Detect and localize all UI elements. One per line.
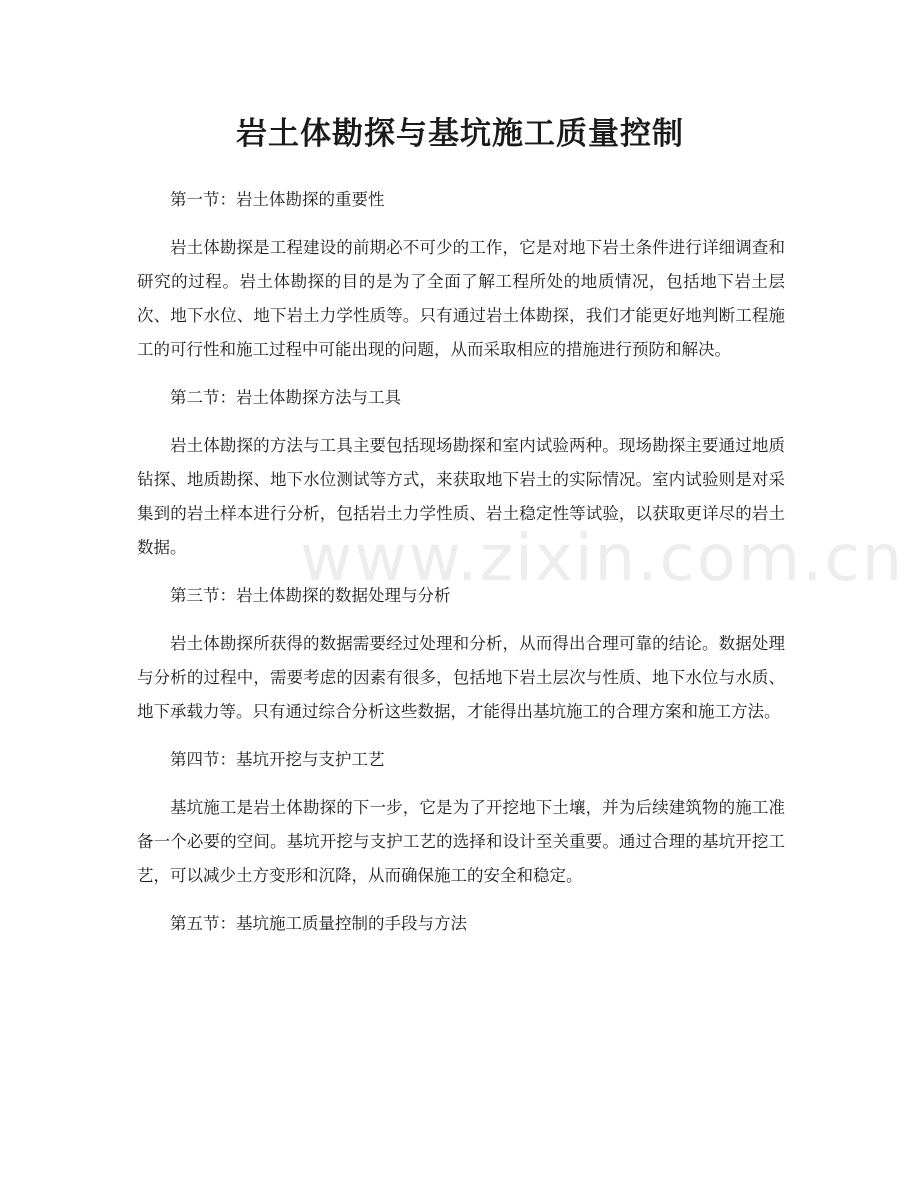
document-title: 岩土体勘探与基坑施工质量控制 [236,116,684,152]
section-paragraph-3: 岩土体勘探所获得的数据需要经过处理和分析，从而得出合理可靠的结论。数据处理与分析的过程中，需要考虑的因素有很多，包括地下岩土层次与性质、地下水位与水质、地下承载力等。只有通过综合分析这些数据，才能得出基坑施工的合理方案和施工方法。 [137,634,785,721]
section-paragraph-2: 岩土体勘探的方法与工具主要包括现场勘探和室内试验两种。现场勘探主要通过地质钻探、地质勘探、地下水位测试等方式，来获取地下岩土的实际情况。室内试验则是对采集到的岩土样本进行分析，包括岩土力学性质、岩土稳定性等试验，以获取更详尽的岩土数据。 [137,436,785,557]
section-heading-1: 第一节：岩土体勘探的重要性 [170,190,385,209]
section-heading-5: 第五节：基坑施工质量控制的手段与方法 [170,914,467,933]
section-paragraph-4: 基坑施工是岩土体勘探的下一步，它是为了开挖地下土壤，并为后续建筑物的施工准备一个必要的空间。基坑开挖与支护工艺的选择和设计至关重要。通过合理的基坑开挖工艺，可以减少土方变形和沉降，从而确保施工的安全和稳定。 [137,798,785,885]
section-paragraph-1: 岩土体勘探是工程建设的前期必不可少的工作，它是对地下岩土条件进行详细调查和研究的过程。岩土体勘探的目的是为了全面了解工程所处的地质情况，包括地下岩土层次、地下水位、地下岩土力学性质等。只有通过岩土体勘探，我们才能更好地判断工程施工的可行性和施工过程中可能出现的问题，从而采取相应的措施进行预防和解决。 [137,238,785,359]
section-heading-3: 第三节：岩土体勘探的数据处理与分析 [170,586,451,605]
document-body [137,183,785,941]
watermark-text: www.zixin.com.cn [300,522,905,596]
section-heading-4: 第四节：基坑开挖与支护工艺 [170,750,385,769]
section-heading-2: 第二节：岩土体勘探方法与工具 [170,388,401,407]
